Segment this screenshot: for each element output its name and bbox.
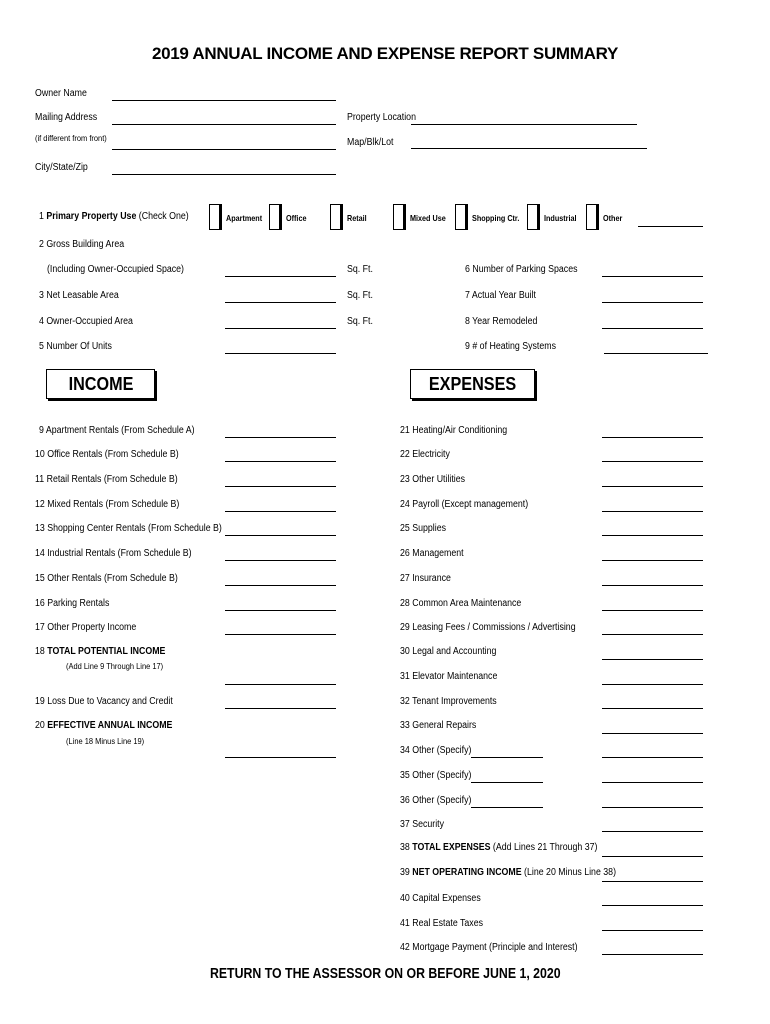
units-label: 5 Number Of Units [39,341,112,352]
industrial-checkbox[interactable] [527,204,540,230]
gross-area-field[interactable] [225,276,336,277]
total-potential-income-note: (Add Line 9 Through Line 17) [66,661,164,671]
expense-row-field[interactable] [602,782,703,783]
expense-row-label: 26 Management [400,548,464,559]
expense-row-label: 21 Heating/Air Conditioning [400,425,508,436]
city-state-zip-field[interactable] [112,174,336,175]
total-expenses-label: 38 TOTAL EXPENSES (Add Lines 21 Through 37) [400,842,598,853]
expense-row-label: 34 Other (Specify) [400,745,472,756]
heating-systems-field[interactable] [604,353,708,354]
income-row-label: 10 Office Rentals (From Schedule B) [35,449,179,460]
income-row-label: 11 Retail Rentals (From Schedule B) [35,474,178,485]
expense-row-field[interactable] [602,807,703,808]
expense-row-label: 28 Common Area Maintenance [400,598,522,609]
loss-vacancy-label: 19 Loss Due to Vacancy and Credit [35,696,173,707]
expense-row-label: 30 Legal and Accounting [400,646,497,657]
mixed-use-option-label: Mixed Use [410,213,446,223]
effective-annual-income-note: (Line 18 Minus Line 19) [66,736,145,746]
expense-row-label: 29 Leasing Fees / Commissions / Advertising [400,622,576,633]
including-note: (Including Owner-Occupied Space) [47,264,184,275]
property-use-label: 1 Primary Property Use (Check One) [39,211,189,222]
net-leasable-field[interactable] [225,302,336,303]
actual-year-label: 7 Actual Year Built [465,290,536,301]
income-row-field[interactable] [225,486,336,487]
net-leasable-label: 3 Net Leasable Area [39,290,119,301]
net-leasable-unit: Sq. Ft. [347,290,373,301]
map-blk-lot-field[interactable] [411,148,647,149]
effective-annual-income-field[interactable] [225,757,336,758]
office-option-label: Office [286,213,307,223]
mixed-use-checkbox[interactable] [393,204,406,230]
income-row-field[interactable] [225,585,336,586]
expense-row-field[interactable] [602,585,703,586]
income-row-field[interactable] [225,535,336,536]
income-row-field[interactable] [225,560,336,561]
expense-row-label: 27 Insurance [400,573,451,584]
shopping-ctr-option-label: Shopping Ctr. [472,213,520,223]
real-estate-taxes-label: 41 Real Estate Taxes [400,918,484,929]
office-checkbox[interactable] [269,204,282,230]
expense-row-label: 33 General Repairs [400,720,477,731]
capital-expenses-field[interactable] [602,905,703,906]
form-title: 2019 ANNUAL INCOME AND EXPENSE REPORT SUMMARY [151,44,619,63]
shopping-ctr-checkbox[interactable] [455,204,468,230]
income-row-field[interactable] [225,610,336,611]
heating-systems-label: 9 # of Heating Systems [465,341,556,352]
expense-row-field[interactable] [602,610,703,611]
expense-row-field[interactable] [602,757,703,758]
map-blk-lot-label: Map/Blk/Lot [347,137,394,148]
income-header: INCOME [46,369,155,399]
expense-row-label: 23 Other Utilities [400,474,466,485]
expense-row-field[interactable] [602,684,703,685]
expense-row-label: 37 Security [400,819,445,830]
actual-year-field[interactable] [602,302,703,303]
year-remodeled-field[interactable] [602,328,703,329]
income-row-field[interactable] [225,634,336,635]
retail-option-label: Retail [347,213,367,223]
parking-spaces-label: 6 Number of Parking Spaces [465,264,578,275]
year-remodeled-label: 8 Year Remodeled [465,316,538,327]
expense-row-label: 22 Electricity [400,449,450,460]
mortgage-payment-label: 42 Mortgage Payment (Principle and Interest) [400,942,578,953]
other-checkbox[interactable] [586,204,599,230]
mailing-address-label: Mailing Address [35,112,98,123]
other-specify-name-field[interactable] [471,807,543,808]
expense-row-label: 31 Elevator Maintenance [400,671,498,682]
expense-row-label: 25 Supplies [400,523,446,534]
income-row-label: 17 Other Property Income [35,622,137,633]
expense-row-field[interactable] [602,708,703,709]
expense-row-field[interactable] [602,486,703,487]
units-field[interactable] [225,353,336,354]
income-row-field[interactable] [225,437,336,438]
owner-occupied-label: 4 Owner-Occupied Area [39,316,133,327]
total-potential-income-label: 18 TOTAL POTENTIAL INCOME [35,646,166,657]
income-row-field[interactable] [225,461,336,462]
expense-row-field[interactable] [602,560,703,561]
industrial-option-label: Industrial [544,213,577,223]
total-potential-income-field[interactable] [225,684,336,685]
other-specify-name-field[interactable] [471,782,543,783]
gross-area-unit: Sq. Ft. [347,264,373,275]
property-location-label: Property Location [347,112,416,123]
capital-expenses-label: 40 Capital Expenses [400,893,481,904]
expense-row-label: 36 Other (Specify) [400,795,472,806]
owner-name-label: Owner Name [35,88,87,99]
other-specify-field[interactable] [638,226,703,227]
expense-row-label: 24 Payroll (Except management) [400,499,529,510]
expenses-header: EXPENSES [410,369,535,399]
income-row-label: 15 Other Rentals (From Schedule B) [35,573,178,584]
net-operating-income-field[interactable] [602,881,703,882]
expense-row-label: 35 Other (Specify) [400,770,472,781]
expense-row-label: 32 Tenant Improvements [400,696,497,707]
retail-checkbox[interactable] [330,204,343,230]
expense-row-field[interactable] [602,437,703,438]
apartment-checkbox[interactable] [209,204,222,230]
total-expenses-field[interactable] [602,856,703,857]
net-operating-income-label: 39 NET OPERATING INCOME (Line 20 Minus Line 38) [400,867,617,878]
owner-occupied-field[interactable] [225,328,336,329]
owner-occupied-unit: Sq. Ft. [347,316,373,327]
owner-name-field[interactable] [112,100,336,101]
mailing-address-field-2[interactable] [112,149,336,150]
income-row-label: 13 Shopping Center Rentals (From Schedule B) [35,523,222,534]
real-estate-taxes-field[interactable] [602,930,703,931]
property-location-field[interactable] [411,124,637,125]
other-option-label: Other [603,213,623,223]
income-row-field[interactable] [225,511,336,512]
mailing-address-field[interactable] [112,124,336,125]
gross-area-label: 2 Gross Building Area [39,239,125,250]
expense-row-field[interactable] [602,535,703,536]
expense-row-field[interactable] [602,634,703,635]
expense-row-field[interactable] [602,461,703,462]
mortgage-payment-field[interactable] [602,954,703,955]
city-state-zip-label: City/State/Zip [35,162,88,173]
expense-row-field[interactable] [602,831,703,832]
income-row-label: 16 Parking Rentals [35,598,110,609]
expense-row-field[interactable] [602,659,703,660]
parking-spaces-field[interactable] [602,276,703,277]
expense-row-field[interactable] [602,511,703,512]
return-instructions: RETURN TO THE ASSESSOR ON OR BEFORE JUNE 1, 2020 [209,966,561,982]
income-row-label: 9 Apartment Rentals (From Schedule A) [39,425,195,436]
effective-annual-income-label: 20 EFFECTIVE ANNUAL INCOME [35,720,173,731]
apartment-option-label: Apartment [226,213,263,223]
other-specify-name-field[interactable] [471,757,543,758]
income-row-label: 12 Mixed Rentals (From Schedule B) [35,499,180,510]
if-different-note: (if different from front) [35,133,107,143]
loss-vacancy-field[interactable] [225,708,336,709]
income-row-label: 14 Industrial Rentals (From Schedule B) [35,548,192,559]
expense-row-field[interactable] [602,733,703,734]
